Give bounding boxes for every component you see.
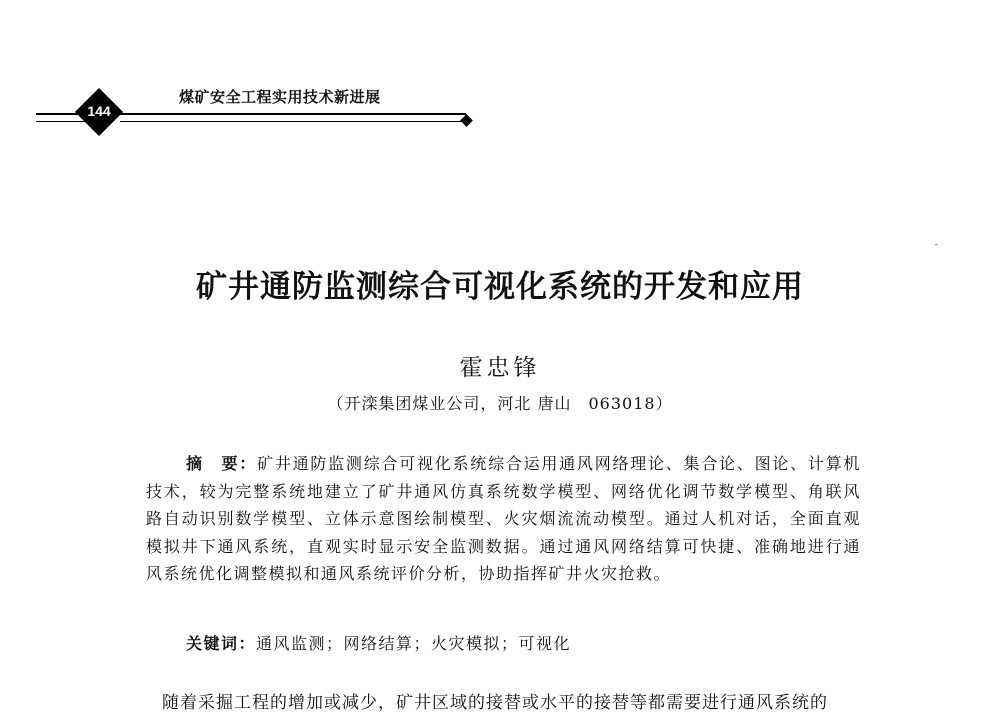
keywords-text: 通风监测；网络结算；火灾模拟；可视化 — [256, 634, 572, 653]
article-title: 矿井通防监测综合可视化系统的开发和应用 — [196, 269, 804, 305]
abstract-label: 摘 要： — [186, 454, 258, 473]
abstract — [146, 450, 861, 588]
author-affiliation: （开滦集团煤业公司，河北 唐山 063018） — [327, 394, 673, 413]
keywords — [186, 631, 571, 654]
keywords-label: 关键词： — [186, 634, 257, 653]
header-rule-under — [120, 121, 465, 122]
body-paragraph: 随着采掘工程的增加或减少，矿井区域的接替或水平的接替等都需要进行通风系统的 — [162, 693, 828, 713]
header-rule-end-diamond — [460, 114, 473, 127]
author-name: 霍忠锋 — [459, 355, 541, 381]
header-rule-under-left — [36, 121, 86, 122]
running-header: 煤矿安全工程实用技术新进展 — [179, 89, 381, 106]
side-mark — [935, 244, 938, 245]
page-number: 144 — [87, 103, 111, 119]
abstract-text: 矿井通防监测综合可视化系统综合运用通风网络理论、集合论、图论、计算机技术，较为完整系统地建立了矿井通风仿真系统数学模型、网络优化调节数学模型、角联风路自动识别数学模型、立体示意图绘制模型、火灾烟流流动模型。通过人机对话，全面直观模拟井下通风系统，直观实时显示安全监测数据。通过通风网络结算可快捷、准确地进行通风系统优化调整模拟和通风系统评价分析，协助指挥矿井火灾抢救。 — [146, 454, 861, 583]
